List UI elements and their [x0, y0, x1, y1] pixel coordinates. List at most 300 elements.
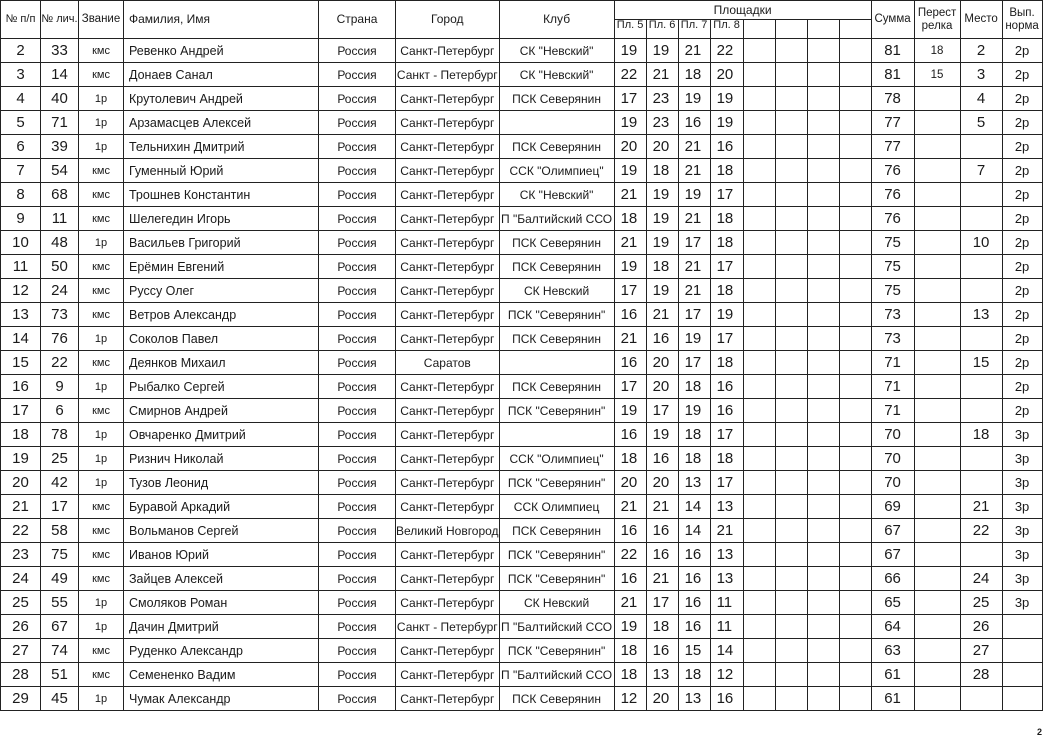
cell-city: Санкт-Петербург	[396, 471, 500, 495]
cell-site-empty	[775, 519, 807, 543]
cell-site-empty	[743, 87, 775, 111]
table-row	[1, 591, 1043, 615]
cell-club: П "Балтийский ССО	[499, 207, 614, 231]
cell-club: СК "Невский"	[499, 63, 614, 87]
cell-shootoff	[914, 303, 960, 327]
cell-shootoff	[914, 687, 960, 711]
cell-club: П "Балтийский ССО	[499, 663, 614, 687]
cell-site-empty	[807, 591, 839, 615]
cell-sum: 75	[871, 255, 914, 279]
cell-site-8: 17	[710, 327, 743, 351]
cell-city: Саратов	[396, 351, 500, 375]
cell-site-empty	[807, 303, 839, 327]
cell-lic: 73	[41, 303, 79, 327]
cell-site-empty	[839, 327, 871, 351]
cell-norm: 2р	[1002, 159, 1042, 183]
cell-no: 29	[1, 687, 41, 711]
cell-lic: 76	[41, 327, 79, 351]
cell-site-7: 19	[678, 399, 710, 423]
cell-rank: 1р	[79, 687, 124, 711]
cell-site-6: 23	[646, 111, 678, 135]
cell-lic: 6	[41, 399, 79, 423]
cell-site-6: 17	[646, 591, 678, 615]
cell-sum: 61	[871, 663, 914, 687]
cell-name: Шелегедин Игорь	[124, 207, 319, 231]
cell-site-empty	[807, 39, 839, 63]
cell-site-empty	[839, 231, 871, 255]
cell-site-8: 18	[710, 231, 743, 255]
cell-country: Россия	[319, 231, 396, 255]
cell-country: Россия	[319, 447, 396, 471]
cell-site-7: 16	[678, 567, 710, 591]
cell-site-8: 17	[710, 183, 743, 207]
cell-site-6: 21	[646, 63, 678, 87]
cell-site-empty	[807, 183, 839, 207]
cell-sum: 63	[871, 639, 914, 663]
cell-site-empty	[775, 663, 807, 687]
cell-site-empty	[807, 423, 839, 447]
cell-shootoff	[914, 183, 960, 207]
cell-country: Россия	[319, 111, 396, 135]
cell-place: 13	[960, 303, 1002, 327]
cell-name: Арзамасцев Алексей	[124, 111, 319, 135]
cell-lic: 58	[41, 519, 79, 543]
cell-shootoff	[914, 615, 960, 639]
cell-no: 4	[1, 87, 41, 111]
cell-city: Санкт-Петербург	[396, 303, 500, 327]
cell-name: Зайцев Алексей	[124, 567, 319, 591]
cell-site-empty	[775, 327, 807, 351]
cell-name: Гуменный Юрий	[124, 159, 319, 183]
cell-club: ССК "Олимпиец"	[499, 447, 614, 471]
cell-site-7: 17	[678, 231, 710, 255]
cell-site-5: 19	[614, 111, 646, 135]
cell-site-empty	[775, 543, 807, 567]
cell-rank: кмс	[79, 495, 124, 519]
cell-place: 4	[960, 87, 1002, 111]
cell-club: ПСК Северянин	[499, 687, 614, 711]
cell-site-empty	[775, 471, 807, 495]
cell-site-8: 17	[710, 255, 743, 279]
table-row	[1, 135, 1043, 159]
cell-site-empty	[743, 615, 775, 639]
cell-norm: 2р	[1002, 255, 1042, 279]
table-row	[1, 327, 1043, 351]
cell-sum: 71	[871, 399, 914, 423]
cell-club: ПСК "Северянин"	[499, 471, 614, 495]
cell-site-empty	[839, 423, 871, 447]
cell-site-8: 17	[710, 423, 743, 447]
cell-norm: 3р	[1002, 423, 1042, 447]
cell-lic: 25	[41, 447, 79, 471]
cell-site-empty	[775, 615, 807, 639]
cell-site-5: 17	[614, 375, 646, 399]
cell-site-empty	[743, 639, 775, 663]
cell-site-6: 19	[646, 39, 678, 63]
cell-country: Россия	[319, 375, 396, 399]
header-shootoff: Перест релка	[914, 1, 960, 39]
cell-city: Санкт-Петербург	[396, 423, 500, 447]
cell-city: Санкт-Петербург	[396, 447, 500, 471]
cell-site-5: 17	[614, 279, 646, 303]
cell-place	[960, 471, 1002, 495]
cell-site-7: 18	[678, 423, 710, 447]
cell-lic: 49	[41, 567, 79, 591]
cell-site-empty	[775, 495, 807, 519]
cell-site-empty	[839, 159, 871, 183]
cell-no: 27	[1, 639, 41, 663]
header-place: Место	[960, 1, 1002, 39]
cell-site-8: 18	[710, 447, 743, 471]
cell-name: Смирнов Андрей	[124, 399, 319, 423]
cell-city: Санкт-Петербург	[396, 159, 500, 183]
cell-sum: 76	[871, 207, 914, 231]
cell-site-empty	[839, 567, 871, 591]
cell-country: Россия	[319, 519, 396, 543]
cell-rank: 1р	[79, 375, 124, 399]
cell-place	[960, 183, 1002, 207]
cell-norm: 2р	[1002, 399, 1042, 423]
cell-site-empty	[743, 159, 775, 183]
cell-site-6: 19	[646, 231, 678, 255]
cell-site-8: 13	[710, 567, 743, 591]
cell-no: 11	[1, 255, 41, 279]
cell-rank: 1р	[79, 447, 124, 471]
cell-site-6: 18	[646, 615, 678, 639]
cell-rank: 1р	[79, 87, 124, 111]
cell-club: ПСК Северянин	[499, 255, 614, 279]
cell-site-empty	[743, 111, 775, 135]
cell-sum: 76	[871, 159, 914, 183]
cell-sum: 75	[871, 231, 914, 255]
cell-site-empty	[839, 615, 871, 639]
cell-site-8: 16	[710, 135, 743, 159]
cell-site-empty	[807, 87, 839, 111]
cell-lic: 22	[41, 351, 79, 375]
table-row	[1, 375, 1043, 399]
cell-place: 27	[960, 639, 1002, 663]
cell-name: Ревенко Андрей	[124, 39, 319, 63]
cell-site-5: 22	[614, 543, 646, 567]
cell-site-empty	[807, 63, 839, 87]
cell-norm: 2р	[1002, 183, 1042, 207]
cell-name: Руденко Александр	[124, 639, 319, 663]
cell-norm: 2р	[1002, 135, 1042, 159]
cell-club: СК Невский	[499, 591, 614, 615]
cell-site-empty	[775, 39, 807, 63]
cell-site-5: 16	[614, 303, 646, 327]
cell-norm: 2р	[1002, 327, 1042, 351]
cell-site-8: 18	[710, 279, 743, 303]
cell-city: Санкт-Петербург	[396, 135, 500, 159]
cell-site-7: 19	[678, 183, 710, 207]
cell-site-empty	[839, 279, 871, 303]
cell-lic: 54	[41, 159, 79, 183]
cell-site-6: 19	[646, 207, 678, 231]
cell-site-empty	[839, 255, 871, 279]
cell-site-7: 16	[678, 591, 710, 615]
cell-sum: 66	[871, 567, 914, 591]
cell-place	[960, 135, 1002, 159]
header-name: Фамилия, Имя	[124, 1, 319, 39]
cell-shootoff	[914, 111, 960, 135]
cell-norm: 3р	[1002, 591, 1042, 615]
cell-site-5: 18	[614, 663, 646, 687]
cell-rank: 1р	[79, 615, 124, 639]
header-sites-group: Площадки	[614, 1, 871, 20]
cell-shootoff	[914, 87, 960, 111]
cell-site-8: 14	[710, 639, 743, 663]
cell-site-8: 18	[710, 351, 743, 375]
cell-rank: кмс	[79, 303, 124, 327]
cell-site-empty	[743, 663, 775, 687]
cell-no: 7	[1, 159, 41, 183]
cell-site-empty	[839, 135, 871, 159]
cell-site-empty	[775, 351, 807, 375]
header-club: Клуб	[499, 1, 614, 39]
cell-site-empty	[839, 303, 871, 327]
cell-site-6: 21	[646, 567, 678, 591]
cell-site-empty	[775, 135, 807, 159]
header-site-7: Пл. 7	[678, 20, 710, 39]
cell-no: 15	[1, 351, 41, 375]
table-row	[1, 567, 1043, 591]
cell-country: Россия	[319, 279, 396, 303]
cell-norm: 3р	[1002, 471, 1042, 495]
cell-place: 26	[960, 615, 1002, 639]
cell-name: Рыбалко Сергей	[124, 375, 319, 399]
cell-place: 5	[960, 111, 1002, 135]
cell-country: Россия	[319, 207, 396, 231]
cell-site-5: 16	[614, 351, 646, 375]
cell-no: 17	[1, 399, 41, 423]
cell-site-empty	[743, 135, 775, 159]
cell-site-empty	[743, 279, 775, 303]
page-number: 2	[1036, 727, 1042, 737]
cell-club: ПСК Северянин	[499, 87, 614, 111]
cell-site-6: 20	[646, 135, 678, 159]
cell-no: 5	[1, 111, 41, 135]
cell-site-5: 18	[614, 447, 646, 471]
cell-site-8: 17	[710, 471, 743, 495]
cell-site-5: 21	[614, 495, 646, 519]
cell-site-5: 17	[614, 87, 646, 111]
cell-site-empty	[839, 39, 871, 63]
cell-site-6: 16	[646, 639, 678, 663]
cell-site-empty	[743, 183, 775, 207]
cell-site-empty	[743, 327, 775, 351]
cell-site-5: 18	[614, 207, 646, 231]
cell-shootoff	[914, 231, 960, 255]
cell-place: 2	[960, 39, 1002, 63]
cell-city: Санкт-Петербург	[396, 87, 500, 111]
cell-site-8: 13	[710, 543, 743, 567]
cell-shootoff	[914, 327, 960, 351]
cell-city: Санкт-Петербург	[396, 327, 500, 351]
cell-country: Россия	[319, 663, 396, 687]
cell-club: ССК "Олимпиец"	[499, 159, 614, 183]
cell-lic: 55	[41, 591, 79, 615]
cell-site-empty	[743, 351, 775, 375]
cell-site-empty	[743, 423, 775, 447]
cell-rank: кмс	[79, 639, 124, 663]
header-site-5: Пл. 5	[614, 20, 646, 39]
cell-lic: 68	[41, 183, 79, 207]
cell-sum: 73	[871, 327, 914, 351]
cell-name: Семененко Вадим	[124, 663, 319, 687]
cell-norm	[1002, 687, 1042, 711]
cell-site-5: 16	[614, 567, 646, 591]
cell-norm: 3р	[1002, 447, 1042, 471]
cell-site-empty	[743, 495, 775, 519]
cell-country: Россия	[319, 615, 396, 639]
cell-site-7: 14	[678, 519, 710, 543]
cell-club	[499, 351, 614, 375]
cell-site-empty	[775, 639, 807, 663]
cell-sum: 70	[871, 471, 914, 495]
cell-site-empty	[839, 543, 871, 567]
cell-site-8: 12	[710, 663, 743, 687]
cell-name: Руссу Олег	[124, 279, 319, 303]
cell-country: Россия	[319, 687, 396, 711]
cell-no: 28	[1, 663, 41, 687]
cell-site-5: 12	[614, 687, 646, 711]
cell-no: 19	[1, 447, 41, 471]
cell-shootoff	[914, 471, 960, 495]
cell-place	[960, 447, 1002, 471]
cell-club: ПСК Северянин	[499, 327, 614, 351]
cell-site-5: 21	[614, 231, 646, 255]
cell-site-empty	[839, 639, 871, 663]
cell-site-6: 16	[646, 447, 678, 471]
cell-rank: 1р	[79, 423, 124, 447]
cell-city: Санкт-Петербург	[396, 591, 500, 615]
cell-site-6: 23	[646, 87, 678, 111]
cell-site-8: 20	[710, 63, 743, 87]
cell-country: Россия	[319, 183, 396, 207]
cell-site-empty	[743, 39, 775, 63]
cell-site-empty	[807, 279, 839, 303]
cell-site-6: 21	[646, 495, 678, 519]
cell-norm: 3р	[1002, 543, 1042, 567]
cell-shootoff	[914, 255, 960, 279]
cell-site-empty	[775, 279, 807, 303]
cell-site-6: 20	[646, 351, 678, 375]
cell-place	[960, 255, 1002, 279]
cell-shootoff	[914, 567, 960, 591]
cell-sum: 76	[871, 183, 914, 207]
cell-site-empty	[775, 567, 807, 591]
cell-site-7: 21	[678, 207, 710, 231]
cell-lic: 50	[41, 255, 79, 279]
cell-place	[960, 207, 1002, 231]
cell-club: ПСК "Северянин"	[499, 639, 614, 663]
header-sum: Сумма	[871, 1, 914, 39]
table-row	[1, 303, 1043, 327]
cell-site-empty	[839, 687, 871, 711]
cell-no: 21	[1, 495, 41, 519]
cell-lic: 51	[41, 663, 79, 687]
cell-site-5: 19	[614, 159, 646, 183]
cell-rank: кмс	[79, 519, 124, 543]
cell-site-7: 18	[678, 663, 710, 687]
cell-place	[960, 399, 1002, 423]
cell-lic: 9	[41, 375, 79, 399]
cell-site-empty	[743, 591, 775, 615]
cell-site-empty	[775, 63, 807, 87]
cell-lic: 74	[41, 639, 79, 663]
cell-place	[960, 543, 1002, 567]
cell-site-empty	[807, 519, 839, 543]
header-site-8: Пл. 8	[710, 20, 743, 39]
cell-site-empty	[839, 87, 871, 111]
cell-rank: кмс	[79, 279, 124, 303]
table-row	[1, 231, 1043, 255]
cell-site-8: 21	[710, 519, 743, 543]
cell-site-7: 18	[678, 447, 710, 471]
cell-norm: 2р	[1002, 375, 1042, 399]
cell-sum: 78	[871, 87, 914, 111]
cell-site-empty	[807, 327, 839, 351]
table-row	[1, 159, 1043, 183]
cell-no: 26	[1, 615, 41, 639]
table-row	[1, 663, 1043, 687]
cell-site-empty	[775, 207, 807, 231]
cell-site-8: 18	[710, 207, 743, 231]
cell-site-empty	[807, 663, 839, 687]
cell-site-5: 21	[614, 183, 646, 207]
cell-country: Россия	[319, 639, 396, 663]
header-norm: Вып. норма	[1002, 1, 1042, 39]
cell-shootoff	[914, 135, 960, 159]
cell-country: Россия	[319, 135, 396, 159]
table-row	[1, 423, 1043, 447]
cell-shootoff	[914, 543, 960, 567]
cell-rank: кмс	[79, 567, 124, 591]
cell-site-empty	[775, 375, 807, 399]
header-site-empty	[807, 20, 839, 39]
cell-site-5: 16	[614, 519, 646, 543]
cell-lic: 78	[41, 423, 79, 447]
cell-place: 3	[960, 63, 1002, 87]
cell-rank: кмс	[79, 39, 124, 63]
cell-rank: 1р	[79, 591, 124, 615]
cell-shootoff: 18	[914, 39, 960, 63]
cell-city: Санкт-Петербург	[396, 183, 500, 207]
cell-rank: кмс	[79, 159, 124, 183]
cell-no: 12	[1, 279, 41, 303]
cell-name: Смоляков Роман	[124, 591, 319, 615]
cell-name: Васильев Григорий	[124, 231, 319, 255]
cell-site-empty	[807, 375, 839, 399]
header-rank: Звание	[79, 1, 124, 39]
cell-no: 25	[1, 591, 41, 615]
cell-country: Россия	[319, 471, 396, 495]
cell-site-empty	[807, 399, 839, 423]
table-row	[1, 519, 1043, 543]
cell-site-empty	[807, 159, 839, 183]
cell-lic: 71	[41, 111, 79, 135]
cell-norm: 3р	[1002, 495, 1042, 519]
cell-norm: 3р	[1002, 519, 1042, 543]
cell-site-6: 13	[646, 663, 678, 687]
header-no: № п/п	[1, 1, 41, 39]
cell-city: Санкт-Петербург	[396, 255, 500, 279]
cell-site-5: 20	[614, 471, 646, 495]
cell-lic: 75	[41, 543, 79, 567]
table-row	[1, 399, 1043, 423]
table-row	[1, 207, 1043, 231]
